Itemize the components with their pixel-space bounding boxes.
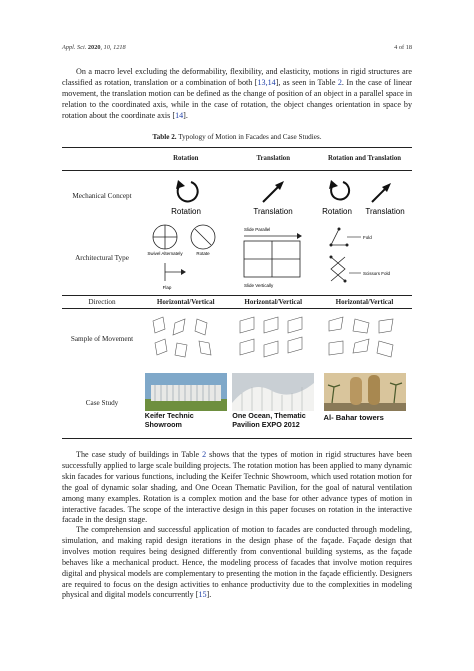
citation-link[interactable]: 14 [175, 110, 184, 120]
citation-link[interactable]: 15 [198, 590, 207, 600]
row-sample-movement [62, 309, 412, 369]
sample-translation-cell [230, 309, 318, 369]
case-rotation-cell [142, 369, 230, 439]
text-run: The case study of buildings in Table [76, 450, 203, 459]
direction-combo: Horizontal/Vertical [317, 296, 412, 309]
row-label-architectural: Architectural Type [75, 253, 129, 262]
col-header-rotation-translation: Rotation and Translation [317, 148, 412, 171]
keifer-photo [145, 373, 227, 433]
text-run: shows that the types of motion in rigid structures have been successfully applied to large scale building projects. The rotation motion has been applied to many dynamic skin facades for various functions, including the Keifer Technic Showroom, which used rotation motion for the goal of dynamic solar shading, and One Ocean Thematic Pavilion, for the goal of natural ventilation among many examples. Rotation is a complex motion and the base for other advance types of motion in interactive facades. The scope of the interactive design in this paper focuses on rotation in the interactive facade in the design stage. [62, 450, 412, 525]
arch-label-flap: Flap [162, 284, 172, 290]
row-direction [62, 296, 412, 309]
arch-label-rotate: Rotate [196, 250, 210, 256]
case-label-keifer: Keifer Technic Showroom [144, 411, 194, 429]
table-caption [62, 133, 412, 141]
al-bahar-towers-image [324, 373, 406, 411]
sample-combo-cell [317, 309, 412, 369]
table-header-row [62, 148, 412, 171]
row-label-direction: Direction [62, 296, 142, 309]
translation-arrow-icon [238, 174, 308, 218]
text-run: ]. [183, 110, 188, 120]
arch-label-slide-parallel: Slide Parallel [244, 226, 271, 232]
table-reference-link[interactable]: 2 [337, 77, 342, 87]
row-architectural-type [62, 221, 412, 296]
arch-label-slide-vertically: Slide Vertically [244, 282, 274, 288]
mech-rotation-cell [142, 171, 230, 221]
text-run: The comprehension and successful application of motion to facades are conducted through modeling, simulation, and making rapid design iterations in the design phase of the façade. Façade design that involves motion requires being designed differently from conventional building systems, as the façade behaves like a mechanical product. Hence, the modeling process of facades that involve motion requires digital and physical models are complementary to presenting the motion in the façade efficiently. Designers are required to focus on the design activities to enhance productivity due to the complexities in modeling physical and digital models concurrently [ [62, 525, 412, 600]
journal-name: Appl. Sci. [62, 44, 87, 51]
arch-combo-cell [317, 221, 412, 296]
arch-label-scissors-fold: Scissors Fold [363, 270, 391, 276]
row-label-sample: Sample of Movement [70, 334, 134, 343]
rotation-translation-icon [317, 174, 412, 218]
paragraph-3 [62, 525, 412, 601]
col-header-rotation: Rotation [142, 148, 230, 171]
mech-label-combo-translation: Translation [365, 206, 405, 216]
keifer-building-image [145, 373, 227, 411]
swivel-rotate-flap-diagram [143, 223, 229, 293]
text-run: On a macro level excluding the deformability, flexibility, and elasticity, motions in rigid structures are classified as rotation, translation or a combination of both [ [62, 67, 412, 87]
table-caption-text: Typology of Motion in Facades and Case Studies. [176, 133, 322, 141]
paragraph-2 [62, 450, 412, 526]
text-run: ], as seen in Table [275, 77, 338, 87]
row-label-mechanical: Mechanical Concept [72, 191, 132, 200]
page-number: 4 of 18 [394, 44, 412, 51]
rotation-arrow-icon [156, 174, 216, 218]
text-run: ]. [206, 590, 212, 600]
motion-typology-table [62, 147, 412, 439]
table-reference-link[interactable]: 2 [202, 450, 207, 459]
row-case-study [62, 369, 412, 439]
header-empty [62, 148, 142, 171]
text-run: . In the case of linear movement, the translation motion can be defined as the change of position of an object in a parallel space in relation to the coordinated axis, while in the case of rotation, the object changes orientation in space by rotation about the coordinate axis [ [62, 77, 412, 120]
direction-rotation: Horizontal/Vertical [142, 296, 230, 309]
row-mechanical-concept [62, 171, 412, 221]
arch-label-swivel: Swivel Alternately [147, 250, 183, 256]
case-combo-cell [317, 369, 412, 439]
rotation-panels-sketch [143, 313, 229, 365]
sample-rotation-cell [142, 309, 230, 369]
arch-rotation-cell [142, 221, 230, 296]
journal-year: 2020 [87, 44, 101, 51]
arch-label-fold: Fold [363, 234, 372, 240]
table-caption-label: Table 2. [152, 133, 177, 141]
direction-translation: Horizontal/Vertical [230, 296, 318, 309]
mech-translation-cell [230, 171, 318, 221]
journal-volume: , 10, 1218 [100, 44, 126, 51]
combo-panels-sketch [317, 313, 412, 365]
one-ocean-photo [232, 373, 314, 433]
mech-label-translation: Translation [253, 206, 293, 216]
citation-link[interactable]: 13,14 [257, 77, 276, 87]
one-ocean-pavilion-image [232, 373, 314, 411]
case-label-one-ocean: One Ocean, Thematic Pavilion EXPO 2012 [232, 411, 306, 429]
arch-translation-cell [230, 221, 318, 296]
al-bahar-photo [324, 373, 406, 433]
slide-parallel-vertical-diagram [230, 223, 316, 293]
fold-scissors-diagram [317, 223, 412, 293]
mech-label-rotation: Rotation [170, 206, 201, 216]
paragraph-1 [62, 67, 412, 122]
col-header-translation: Translation [230, 148, 318, 171]
case-label-al-bahar: Al- Bahar towers [323, 413, 384, 423]
mech-combo-cell [317, 171, 412, 221]
case-translation-cell [230, 369, 318, 439]
row-label-case: Case Study [62, 369, 142, 439]
translation-panels-sketch [230, 313, 316, 365]
mech-label-combo-rotation: Rotation [322, 206, 352, 216]
running-header-citation [62, 44, 126, 51]
